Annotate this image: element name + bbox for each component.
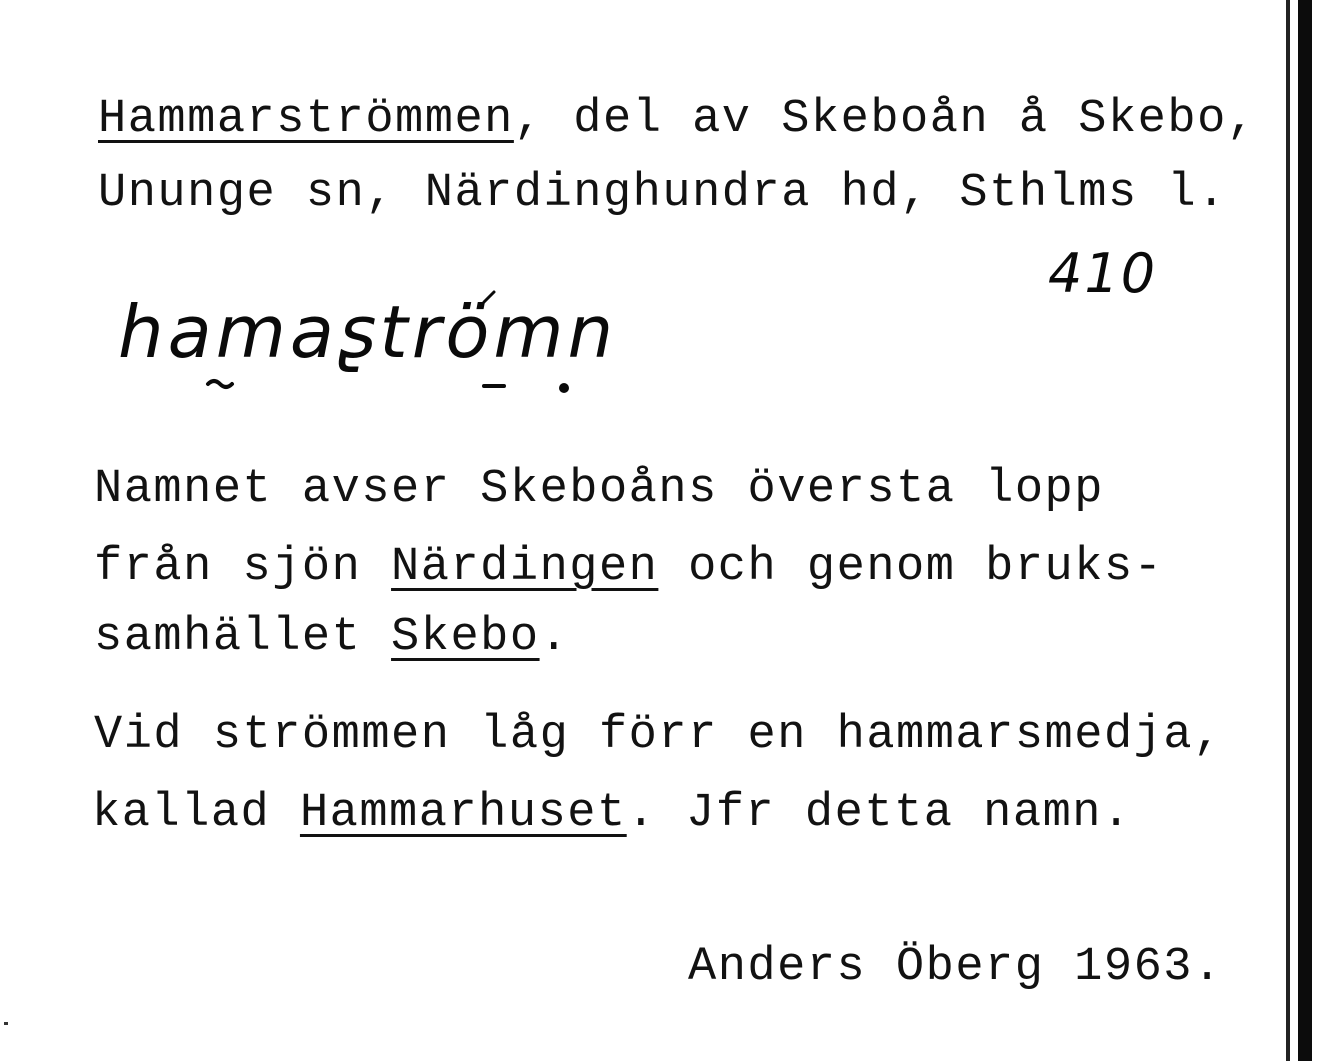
heading-description: , del av Skeboån å Skebo, xyxy=(513,93,1257,146)
tilde-mark xyxy=(208,381,232,387)
card-edge-line xyxy=(1286,0,1290,1061)
paragraph1-line3-start: samhället xyxy=(94,611,392,664)
scan-speck xyxy=(4,1022,8,1025)
paragraph2-line1: Vid strömmen låg förr en hammarsmedja, xyxy=(94,709,1223,762)
location-line: Ununge sn, Närdinghundra hd, Sthlms l. xyxy=(98,167,1227,220)
paragraph2-line2 xyxy=(92,787,1132,840)
place-name-skebo: Skebo xyxy=(391,611,540,664)
heading-line xyxy=(98,93,1257,146)
handwritten-pronunciation: hamaʂtrömn xyxy=(118,290,618,374)
acute-mark xyxy=(484,292,494,302)
paragraph1-line2 xyxy=(94,541,1164,594)
paragraph1-line2-start: från sjön xyxy=(94,541,392,594)
dot-mark xyxy=(559,383,569,393)
handwritten-number: 410 xyxy=(1048,242,1158,305)
pronunciation-diacritics xyxy=(112,288,592,408)
paragraph1-line3 xyxy=(94,611,570,664)
paragraph1-line1: Namnet avser Skeboåns översta lopp xyxy=(94,463,1104,516)
paragraph2-line2-end: . Jfr detta namn. xyxy=(626,787,1132,840)
paragraph1-line3-end: . xyxy=(539,611,570,664)
signature: Anders Öberg 1963. xyxy=(688,941,1223,994)
place-name-hammarhuset: Hammarhuset xyxy=(299,787,627,840)
paragraph2-line2-start: kallad xyxy=(92,787,300,840)
place-name-nardingen: Närdingen xyxy=(391,541,659,594)
card-edge-shadow xyxy=(1298,0,1312,1061)
place-name: Hammarströmmen xyxy=(98,93,514,146)
paragraph1-line2-end: och genom bruks- xyxy=(658,541,1164,594)
